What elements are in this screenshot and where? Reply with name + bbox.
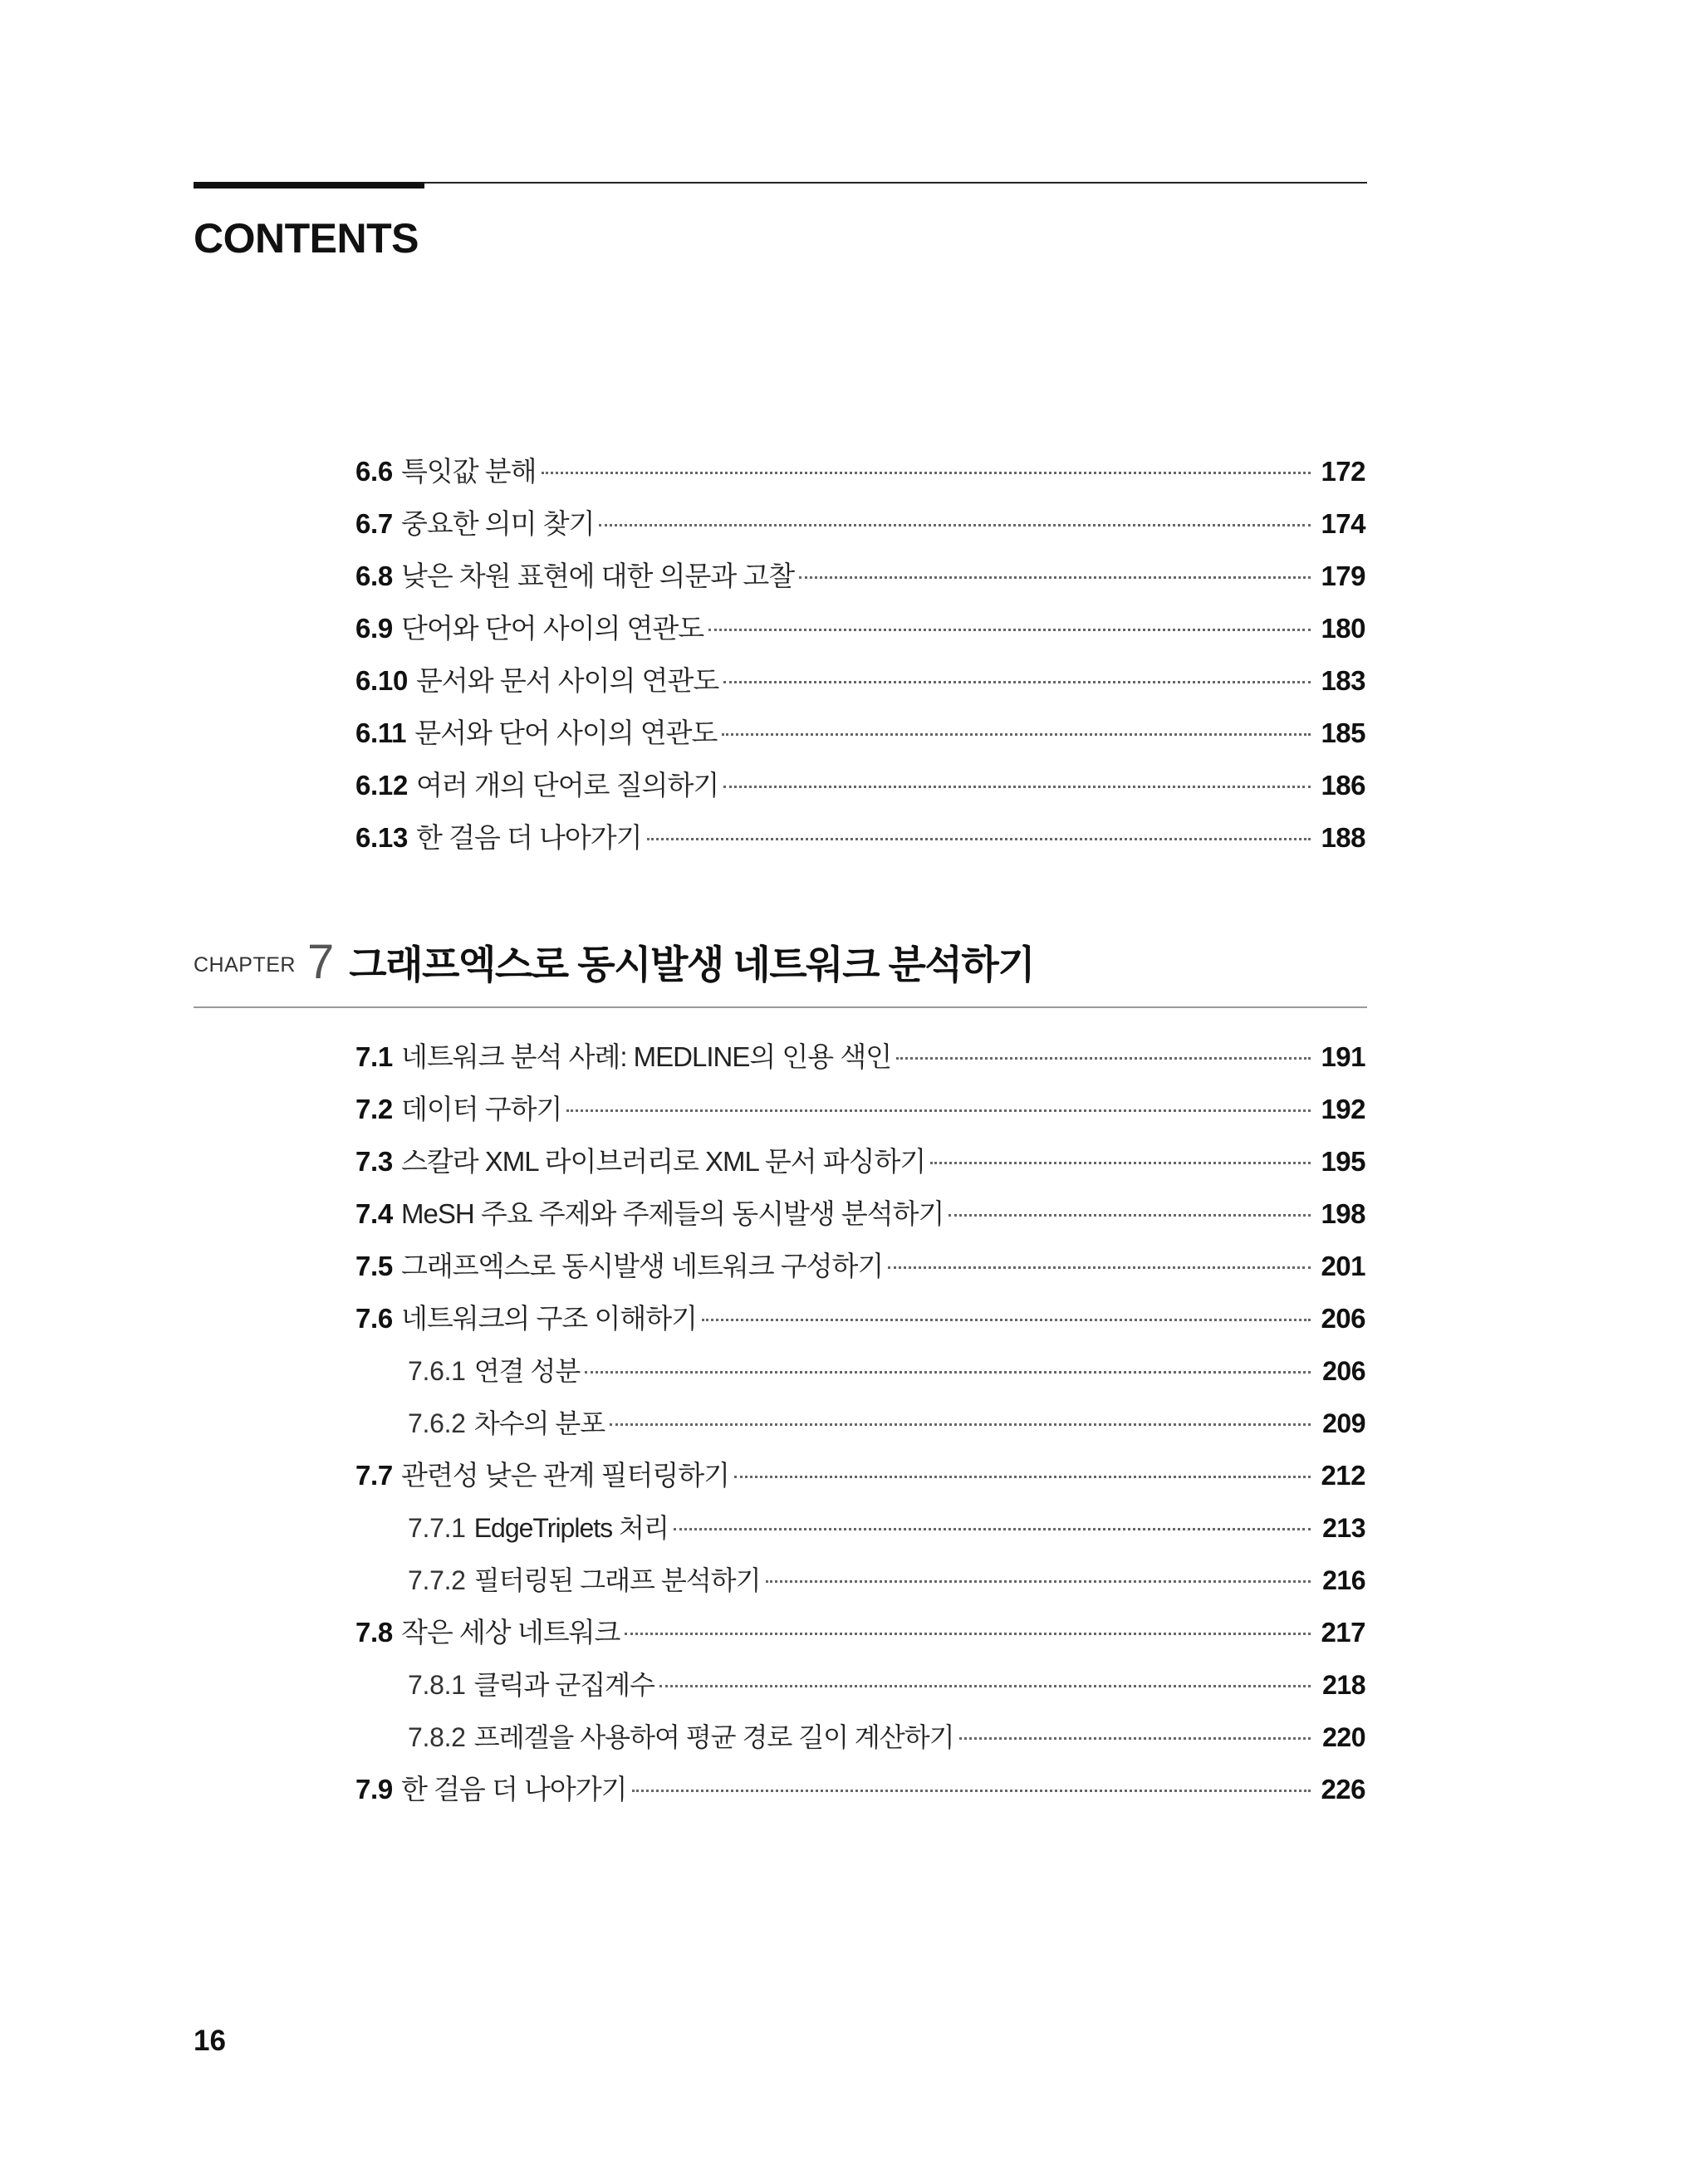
- toc-chapter-6-list: [355, 445, 1365, 864]
- toc-entry-number: 7.2: [355, 1094, 393, 1124]
- toc-entry-7-8[interactable]: [355, 1606, 1365, 1658]
- chapter-7-heading[interactable]: [194, 928, 1034, 987]
- toc-entry-number: 7.6.1: [408, 1355, 466, 1386]
- toc-entry-title: 문서와 단어 사이의 연관도: [414, 717, 718, 748]
- toc-entry-6-10[interactable]: [355, 654, 1365, 707]
- toc-entry-number: 6.9: [355, 613, 393, 644]
- toc-entry-title: 네트워크 분석 사례: MEDLINE의 인용 색인: [400, 1041, 892, 1072]
- toc-entry-page: 216: [1322, 1565, 1365, 1595]
- toc-entry-7-8-2[interactable]: [355, 1711, 1365, 1763]
- toc-leader-dots: [566, 1109, 1311, 1112]
- toc-leader-dots: [585, 1371, 1311, 1374]
- toc-entry-number: 6.13: [355, 822, 409, 853]
- toc-leader-dots: [723, 786, 1311, 788]
- toc-entry-page: 195: [1321, 1146, 1365, 1177]
- toc-entry-number: 7.9: [355, 1774, 393, 1804]
- toc-entry-page: 226: [1321, 1774, 1365, 1804]
- chapter-number: 7: [306, 935, 335, 989]
- toc-entry-7-8-1[interactable]: [355, 1658, 1365, 1711]
- toc-entry-page: 185: [1321, 717, 1365, 748]
- page-number: 16: [194, 2025, 226, 2057]
- toc-entry-title: 스칼라 XML 라이브러리로 XML 문서 파싱하기: [400, 1146, 926, 1177]
- toc-entry-page: 183: [1321, 665, 1365, 696]
- toc-entry-page: 179: [1321, 561, 1365, 591]
- toc-leader-dots: [766, 1580, 1311, 1583]
- toc-leader-dots: [959, 1737, 1311, 1740]
- toc-entry-6-6[interactable]: [355, 445, 1365, 497]
- toc-entry-page: 192: [1321, 1094, 1365, 1124]
- toc-entry-number: 7.7.1: [408, 1512, 466, 1543]
- toc-entry-page: 220: [1322, 1721, 1365, 1752]
- toc-entry-7-7-2[interactable]: [355, 1554, 1365, 1606]
- toc-entry-page: 188: [1321, 822, 1365, 853]
- toc-leader-dots: [888, 1266, 1311, 1269]
- toc-entry-page: 206: [1321, 1303, 1365, 1334]
- toc-leader-dots: [708, 629, 1311, 631]
- toc-leader-dots: [542, 472, 1311, 474]
- toc-entry-7-3[interactable]: [355, 1135, 1365, 1187]
- toc-entry-title: MeSH 주요 주제와 주제들의 동시발생 분석하기: [400, 1198, 944, 1229]
- toc-leader-dots: [632, 1790, 1311, 1792]
- toc-entry-page: 174: [1321, 508, 1365, 539]
- toc-entry-title: 단어와 단어 사이의 연관도: [400, 613, 704, 644]
- toc-entry-number: 7.8.1: [408, 1669, 466, 1700]
- toc-entry-title: 연결 성분: [473, 1355, 581, 1386]
- toc-entry-title: EdgeTriplets 처리: [473, 1512, 669, 1543]
- toc-leader-dots: [674, 1528, 1311, 1530]
- toc-entry-page: 191: [1321, 1041, 1365, 1072]
- toc-entry-6-9[interactable]: [355, 602, 1365, 654]
- toc-leader-dots: [610, 1423, 1311, 1426]
- toc-entry-title: 낮은 차원 표현에 대한 의문과 고찰: [400, 561, 795, 591]
- toc-entry-7-7-1[interactable]: [355, 1501, 1365, 1554]
- toc-entry-title: 여러 개의 단어로 질의하기: [416, 770, 719, 801]
- toc-entry-7-5[interactable]: [355, 1240, 1365, 1292]
- toc-entry-number: 6.8: [355, 561, 393, 591]
- toc-entry-number: 7.3: [355, 1146, 393, 1177]
- toc-entry-page: 213: [1322, 1512, 1365, 1543]
- toc-entry-number: 7.6.2: [408, 1408, 466, 1438]
- toc-entry-number: 7.5: [355, 1251, 393, 1281]
- toc-chapter-7-list: [355, 1031, 1365, 1815]
- page-title: CONTENTS: [194, 215, 419, 262]
- toc-entry-number: 7.8.2: [408, 1721, 466, 1752]
- toc-entry-title: 그래프엑스로 동시발생 네트워크 구성하기: [400, 1251, 884, 1281]
- toc-entry-title: 특잇값 분해: [400, 456, 537, 487]
- toc-entry-page: 212: [1321, 1460, 1365, 1491]
- toc-entry-title: 네트워크의 구조 이해하기: [400, 1303, 697, 1334]
- toc-entry-title: 클릭과 군집계수: [473, 1669, 654, 1700]
- toc-entry-page: 180: [1321, 613, 1365, 644]
- toc-leader-dots: [702, 1319, 1311, 1321]
- toc-entry-title: 필터링된 그래프 분석하기: [473, 1565, 761, 1595]
- toc-entry-page: 172: [1321, 456, 1365, 487]
- toc-entry-number: 6.7: [355, 508, 393, 539]
- header-rule-accent: [194, 182, 424, 189]
- toc-entry-7-9[interactable]: [355, 1763, 1365, 1815]
- chapter-rule: [194, 1006, 1367, 1008]
- toc-entry-number: 7.6: [355, 1303, 393, 1334]
- toc-leader-dots: [896, 1057, 1311, 1060]
- toc-entry-title: 데이터 구하기: [400, 1094, 562, 1124]
- toc-entry-number: 6.11: [355, 717, 407, 748]
- toc-entry-number: 7.7.2: [408, 1565, 466, 1595]
- toc-entry-6-13[interactable]: [355, 811, 1365, 864]
- toc-entry-7-7[interactable]: [355, 1449, 1365, 1501]
- toc-leader-dots: [625, 1633, 1311, 1635]
- toc-entry-page: 206: [1322, 1355, 1365, 1386]
- toc-entry-page: 186: [1321, 770, 1365, 801]
- toc-entry-number: 7.1: [355, 1041, 393, 1072]
- toc-leader-dots: [647, 838, 1311, 840]
- toc-entry-7-6-2[interactable]: [355, 1397, 1365, 1449]
- toc-entry-7-6-1[interactable]: [355, 1344, 1365, 1397]
- toc-entry-6-7[interactable]: [355, 497, 1365, 550]
- toc-entry-6-11[interactable]: [355, 707, 1365, 759]
- toc-entry-page: 198: [1321, 1198, 1365, 1229]
- toc-entry-page: 201: [1321, 1251, 1365, 1281]
- toc-entry-7-1[interactable]: [355, 1031, 1365, 1083]
- toc-entry-number: 6.10: [355, 665, 409, 696]
- toc-leader-dots: [659, 1685, 1311, 1687]
- toc-leader-dots: [949, 1214, 1311, 1217]
- toc-entry-number: 7.7: [355, 1460, 393, 1491]
- toc-entry-title: 문서와 문서 사이의 연관도: [416, 665, 719, 696]
- toc-entry-7-4[interactable]: [355, 1187, 1365, 1240]
- toc-entry-title: 관련성 낮은 관계 필터링하기: [400, 1460, 730, 1491]
- toc-entry-6-8[interactable]: [355, 550, 1365, 602]
- toc-entry-title: 한 걸음 더 나아가기: [416, 822, 642, 853]
- toc-entry-page: 217: [1321, 1617, 1365, 1648]
- toc-entry-page: 209: [1322, 1408, 1365, 1438]
- toc-leader-dots: [734, 1476, 1311, 1478]
- toc-leader-dots: [599, 524, 1311, 526]
- toc-entry-title: 작은 세상 네트워크: [400, 1617, 620, 1648]
- toc-entry-number: 7.8: [355, 1617, 393, 1648]
- toc-entry-title: 중요한 의미 찾기: [400, 508, 595, 539]
- toc-entry-title: 한 걸음 더 나아가기: [400, 1774, 627, 1804]
- toc-entry-7-6[interactable]: [355, 1292, 1365, 1344]
- toc-leader-dots: [722, 733, 1311, 736]
- toc-entry-number: 7.4: [355, 1198, 393, 1229]
- toc-entry-7-2[interactable]: [355, 1083, 1365, 1135]
- toc-entry-number: 6.6: [355, 456, 393, 487]
- toc-entry-page: 218: [1322, 1669, 1365, 1700]
- chapter-title: 그래프엑스로 동시발생 네트워크 분석하기: [349, 943, 1035, 987]
- toc-entry-title: 프레겔을 사용하여 평균 경로 길이 계산하기: [473, 1721, 954, 1752]
- toc-entry-title: 차수의 분포: [473, 1408, 605, 1438]
- toc-entry-number: 6.12: [355, 770, 409, 801]
- toc-leader-dots: [930, 1162, 1311, 1164]
- toc-leader-dots: [799, 576, 1311, 579]
- toc-leader-dots: [723, 681, 1311, 683]
- chapter-label: CHAPTER: [194, 953, 296, 977]
- toc-entry-6-12[interactable]: [355, 759, 1365, 811]
